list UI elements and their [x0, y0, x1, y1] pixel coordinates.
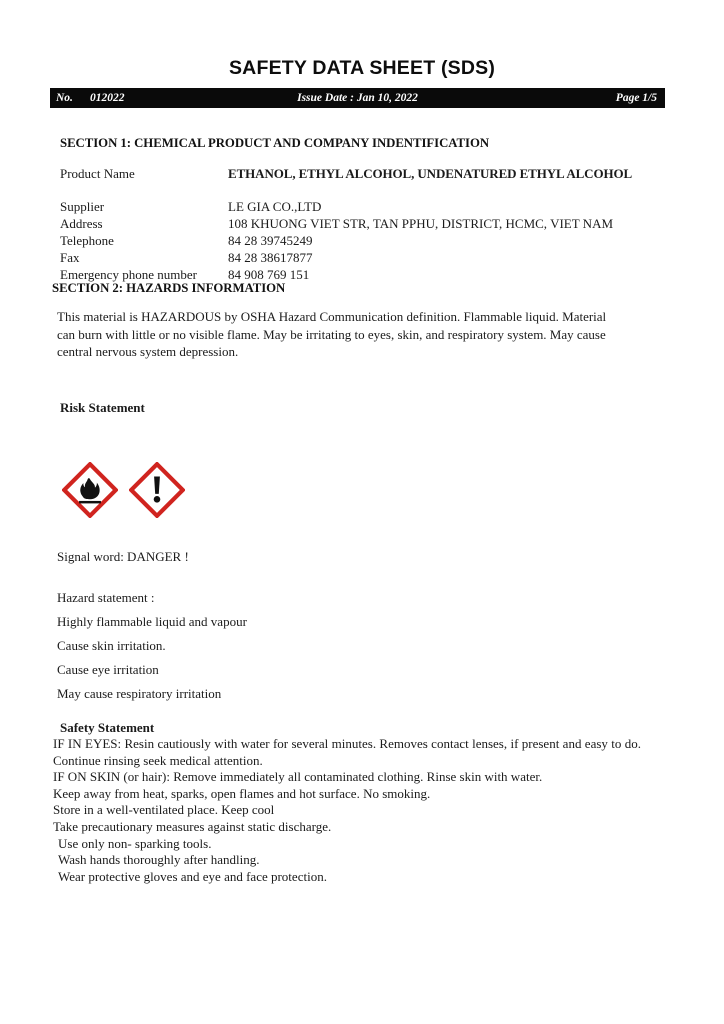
header-issue-date: Issue Date : Jan 10, 2022 [297, 92, 418, 104]
ghs-pictogram-group [62, 462, 185, 518]
hazard-statement-label: Hazard statement : [57, 590, 155, 605]
contact-value: 84 28 38617877 [228, 250, 313, 265]
contact-value: 84 28 39745249 [228, 233, 313, 248]
signal-word-line: Signal word: DANGER ! [57, 549, 189, 564]
safety-statement-list [53, 736, 641, 885]
contact-label: Supplier [60, 199, 105, 214]
header-page-number: Page 1/5 [615, 92, 657, 104]
product-name-value: ETHANOL, ETHYL ALCOHOL, UNDENATURED ETHYL ALCOHOL [228, 166, 633, 181]
safety-statement-item: IF ON SKIN (or hair): Remove immediately all contaminated clothing. Rinse skin with water. [53, 769, 543, 785]
ghs02-flame-pictogram [62, 462, 118, 518]
safety-statement-item: Wash hands thoroughly after handling. [58, 852, 260, 868]
contact-label: Address [60, 216, 103, 231]
header-no-label: No. [56, 92, 73, 104]
contact-row [60, 233, 670, 250]
contact-label: Fax [60, 250, 80, 265]
hazard-statement-item: Highly flammable liquid and vapour [57, 614, 247, 629]
contact-row [60, 216, 670, 233]
contact-row [60, 199, 670, 216]
safety-statement-item: Wear protective gloves and eye and face protection. [58, 868, 327, 884]
hazards-paragraph: This material is HAZARDOUS by OSHA Hazard Communication definition. Flammable liquid. Material can burn with little or no visible flame. May be irritating to eyes, skin, and respiratory system. May cause central nervous system depression. [57, 309, 607, 359]
contact-value: LE GIA CO.,LTD [228, 199, 322, 214]
safety-statement-heading: Safety Statement [60, 720, 155, 735]
page-title: SAFETY DATA SHEET (SDS) [228, 57, 496, 79]
contact-label: Emergency phone number [60, 267, 197, 282]
safety-statement-item: IF IN EYES: Resin cautiously with water for several minutes. Removes contact lenses, if present and easy to do. Continue rinsing seek medical attention. [53, 736, 641, 768]
section-1-heading: SECTION 1: CHEMICAL PRODUCT AND COMPANY INDENTIFICATION [60, 136, 490, 150]
safety-statement-item: Keep away from heat, sparks, open flames and hot surface. No smoking. [53, 785, 431, 801]
safety-statement-item: Use only non- sparking tools. [58, 835, 212, 851]
header-no-value: 012022 [90, 92, 125, 104]
contact-label: Telephone [60, 233, 114, 248]
product-name-label: Product Name [60, 166, 135, 181]
risk-statement-heading: Risk Statement [60, 400, 145, 415]
hazard-statement-item: May cause respiratory irritation [57, 686, 222, 701]
hazard-statement-item: Cause skin irritation. [57, 638, 166, 653]
section-2-heading: SECTION 2: HAZARDS INFORMATION [52, 281, 286, 295]
contact-row [60, 250, 670, 267]
safety-statement-item: Store in a well-ventilated place. Keep cool [53, 802, 275, 818]
document-header-bar [50, 88, 665, 108]
ghs07-exclamation-pictogram [129, 462, 185, 518]
hazard-statement-list [57, 589, 557, 709]
company-contact-block [60, 199, 670, 284]
contact-value: 84 908 769 151 [228, 267, 310, 282]
safety-statement-item: Take precautionary measures against static discharge. [53, 818, 332, 834]
contact-value: 108 KHUONG VIET STR, TAN PPHU, DISTRICT, HCMC, VIET NAM [228, 216, 614, 231]
hazard-statement-item: Cause eye irritation [57, 662, 159, 677]
